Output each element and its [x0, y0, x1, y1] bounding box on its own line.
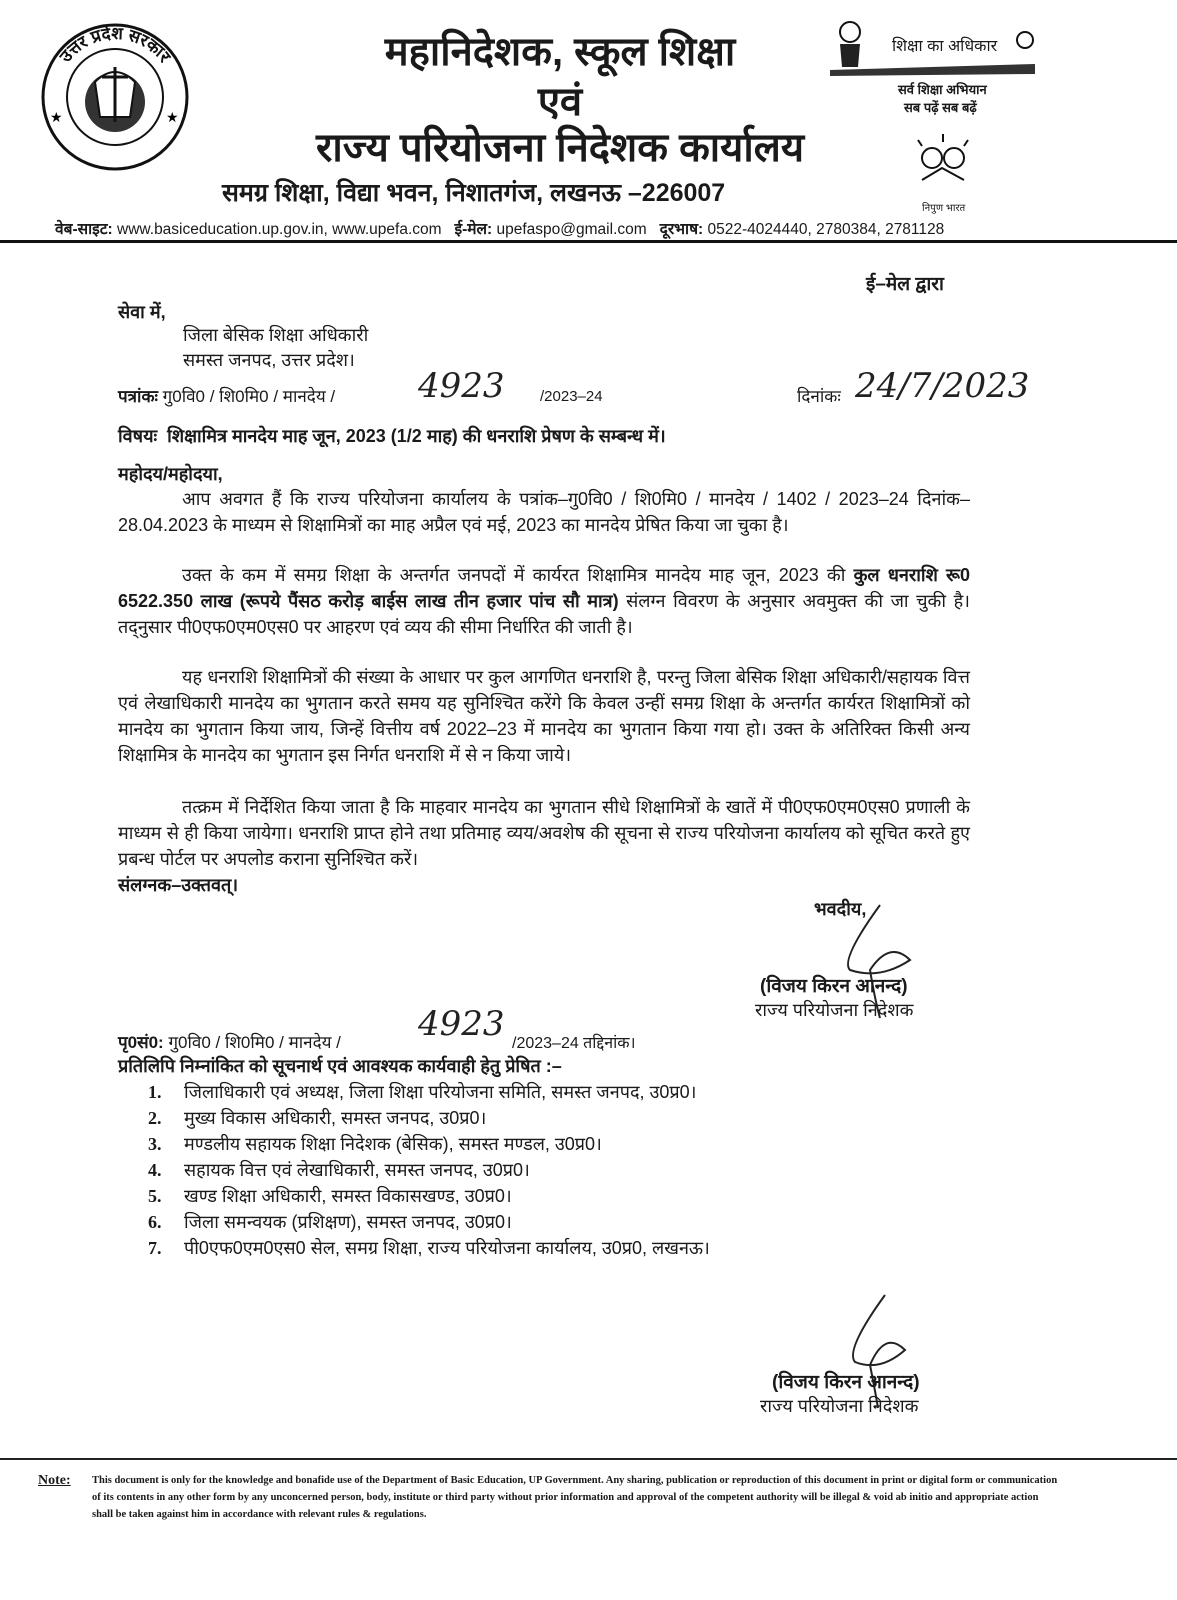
ref-prefix: गु0वि0 / शि0मि0 / मानदेय /: [162, 387, 336, 406]
dispatch-mode: ई–मेल द्वारा: [866, 274, 944, 295]
date-label: दिनांकः: [797, 387, 841, 406]
addressee-label: सेवा में,: [118, 302, 166, 322]
signatory-title-2: राज्य परियोजना निदेशक: [760, 1396, 919, 1416]
phone-numbers: 0522-4024440, 2780384, 2781128: [707, 221, 945, 238]
copy-ref-number-handwritten: 4923: [418, 1004, 505, 1044]
note-text: This document is only for the knowledge and bonafide use of the Department of Basic Education, UP Government. Any sharing, publication or reproduction of this document in print or digital form or communication of its contents in any other form by any unconcerned person, body, institute or third party without prior information and approval of the competent authority will be illegal & void ab initio and appropriate action shall be taken against him in accordance with relevant rules & regulations.: [92, 1475, 1058, 1520]
copy-heading: प्रतिलिपि निम्नांकित को सूचनार्थ एवं आवश्यक कार्यवाही हेतु प्रेषित :–: [118, 1056, 562, 1076]
contact-line: [55, 217, 944, 239]
list-item: 3. मण्डलीय सहायक शिक्षा निदेशक (बेसिक), समस्त मण्डल, उ0प्र0।: [148, 1134, 602, 1154]
subject-line: [118, 424, 666, 448]
ssa-line-2: सब पढ़ें सब बढ़ें: [904, 100, 977, 115]
copy-recipient-list: [148, 1079, 710, 1261]
disclaimer-note: [38, 1472, 1058, 1523]
title-line-1: महानिदेशक, स्कूल शिक्षा: [384, 30, 736, 74]
salutation: महोदय/महोदया,: [118, 464, 223, 484]
signatory-title-1: राज्य परियोजना निदेशक: [755, 1000, 914, 1020]
ref-label: पत्रांकः: [118, 387, 158, 406]
phone-label: दूरभाष:: [659, 221, 704, 238]
reference-line: [118, 384, 335, 407]
list-item: 7. पी0एफ0एम0एस0 सेल, समग्र शिक्षा, राज्य परियोजना कार्यालय, उ0प्र0, लखनऊ।: [148, 1238, 710, 1258]
email-link[interactable]: upefaspo@gmail.com: [496, 221, 647, 238]
title-line-3: राज्य परियोजना निदेशक कार्यालय: [315, 126, 805, 170]
paragraph-2-rest: संलग्न विवरण के अनुसार अवमुक्त की जा चुकी है। तद्नुसार पी0एफ0एम0एस0 पर आहरण एवं व्यय की सीमा निर्धारित की जाती है।: [118, 591, 970, 637]
emblem-text-wrapper: [55, 23, 174, 67]
header-divider: [0, 240, 1177, 243]
up-government-emblem: [40, 22, 190, 172]
emblem-text: उत्तर प्रदेश सरकार: [55, 23, 175, 66]
signatory-name-1: (विजय किरन आनन्द): [760, 976, 908, 997]
copy-reference-line: [118, 1030, 341, 1053]
copy-ref-suffix: /2023–24 तद्दिनांक।: [512, 1035, 636, 1052]
addressee-line-1: जिला बेसिक शिक्षा अधिकारी: [183, 325, 369, 345]
email-label: ई-मेल:: [454, 221, 493, 238]
paragraph-3: यह धनराशि शिक्षामित्रों की संख्या के आधार पर कुल आगणित धनराशि है, परन्तु जिला बेसिक शिक्षा अधिकारी/सहायक वित्त एवं लेखाधिकारी मानदेय का भुगतान करते समय यह सुनिश्चित करेंगे कि केवल उन्हीं समग्र शिक्षा के अन्तर्गत कार्यरत शिक्षामित्रों को मानदेय का भुगतान किया जाय, जिन्हें वित्तीय वर्ष 2022–23 में मानदेय का भुगतान किया गया हो। उक्त के अतिरिक्त किसी अन्य शिक्षामित्र के मानदेय का भुगतान इस निर्गत धनराशि में से न किया जाये।: [118, 667, 970, 765]
rte-logo: [820, 12, 1050, 82]
signatory-name-2: (विजय किरन आनन्द): [772, 1372, 920, 1393]
list-item: 1. जिलाधिकारी एवं अध्यक्ष, जिला शिक्षा परियोजना समिति, समस्त जनपद, उ0प्र0।: [148, 1082, 697, 1102]
paragraph-2-intro: उक्त के कम में समग्र शिक्षा के अन्तर्गत जनपदों में कार्यरत शिक्षामित्र मानदेय माह जून, 2023 की: [182, 565, 846, 585]
enclosure: संलग्नक–उक्तवत्।: [118, 875, 239, 895]
nipun-bharat-logo: [908, 130, 978, 190]
addressee-line-2: समस्त जनपद, उत्तर प्रदेश।: [183, 350, 355, 370]
svg-text:★: ★: [166, 109, 179, 125]
total-amount: कुल धनराशि रू0 6522.350 लाख (रूपये पैंसठ करोड़ बाईस लाख तीन हजार पांच सौ मात्र): [118, 565, 970, 611]
date-handwritten: 24/7/2023: [855, 366, 1030, 406]
copy-ref-prefix: गु0वि0 / शि0मि0 / मानदेय /: [168, 1033, 341, 1052]
copy-ref-label: पृ0सं0:: [118, 1033, 164, 1052]
ref-suffix: /2023–24: [540, 388, 603, 405]
subject-text: शिक्षामित्र मानदेय माह जून, 2023 (1/2 माह) की धनराशि प्रेषण के सम्बन्ध में।: [167, 426, 666, 446]
ref-number-handwritten: 4923: [418, 366, 505, 406]
footer-divider: [0, 1458, 1177, 1460]
paragraph-1: आप अवगत हैं कि राज्य परियोजना कार्यालय के पत्रांक–गु0वि0 / शि0मि0 / मानदेय / 1402 / 2023–24 दिनांक–28.04.2023 के माध्यम से शिक्षामित्रों का माह अप्रैल एवं मई, 2023 का मानदेय प्रेषित किया जा चुका है।: [118, 489, 970, 535]
office-address: समग्र शिक्षा, विद्या भवन, निशातगंज, लखनऊ –226007: [222, 179, 726, 207]
website-link[interactable]: www.basiceducation.up.gov.in, www.upefa.com: [117, 221, 442, 238]
paragraph-2: [118, 562, 970, 640]
subject-label: विषयः: [118, 426, 158, 446]
list-item: 2. मुख्य विकास अधिकारी, समस्त जनपद, उ0प्र0।: [148, 1108, 487, 1128]
paragraph-4: तत्क्रम में निर्देशित किया जाता है कि माहवार मानदेय का भुगतान सीधे शिक्षामित्रों के खातें में पी0एफ0एम0एस0 प्रणाली के माध्यम से ही किया जायेगा। धनराशि प्राप्त होने तथा प्रतिमाह व्यय/अवशेष की सूचना से राज्य परियोजना कार्यालय को सूचित करते हुए प्रबन्ध पोर्टल पर अपलोड कराना सुनिश्चित करें।: [118, 797, 970, 869]
nipun-bharat-text: निपुण भारत: [922, 203, 966, 214]
website-label: वेब-साइट:: [55, 221, 113, 238]
list-item: 4. सहायक वित्त एवं लेखाधिकारी, समस्त जनपद, उ0प्र0।: [148, 1160, 530, 1180]
rte-text: शिक्षा का अधिकार: [892, 38, 998, 55]
closing: भवदीय,: [814, 899, 867, 919]
list-item: 5. खण्ड शिक्षा अधिकारी, समस्त विकासखण्ड, उ0प्र0।: [148, 1186, 512, 1206]
note-label: Note:: [38, 1473, 71, 1488]
ssa-line-1: सर्व शिक्षा अभियान: [898, 82, 987, 97]
title-line-2: एवं: [537, 80, 583, 124]
list-item: 6. जिला समन्वयक (प्रशिक्षण), समस्त जनपद, उ0प्र0।: [148, 1212, 512, 1232]
svg-text:★: ★: [50, 109, 63, 125]
